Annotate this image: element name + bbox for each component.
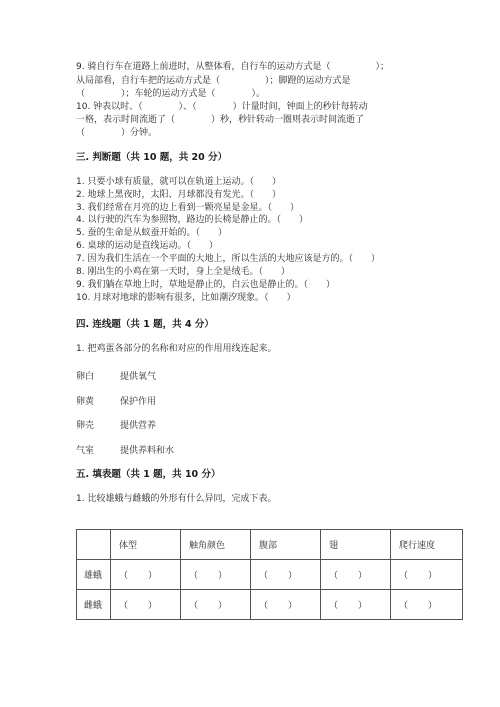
judge-item-6: 6. 桌球的运动是直线运动。（ ） (76, 241, 218, 251)
question-10-line-1: 10. 钟表以时、（ ）、（ ）计量时间，钟面上的秒针每转动 (76, 102, 368, 112)
table-header-wings: 翅 (321, 530, 391, 560)
table-header-row (77, 530, 463, 560)
answer-cell[interactable]: （ ） (251, 590, 321, 620)
judge-item-9: 9. 我们躺在草地上时，草地是静止的，白云也是静止的。（ ） (76, 280, 335, 290)
table-row (77, 560, 463, 590)
table-header-antenna-color: 触角颜色 (181, 530, 251, 560)
judge-item-2: 2. 地球上黑夜时，太阳、月球都没有发光。（ ） (76, 190, 281, 200)
answer-cell[interactable]: （ ） (111, 560, 181, 590)
row-label-male-moth: 雄蛾 (77, 560, 111, 590)
comparison-table (76, 529, 463, 620)
answer-cell[interactable]: （ ） (251, 560, 321, 590)
section-5-title: 五. 填表题（共 1 题，共 10 分） (76, 469, 221, 480)
question-10-line-2: 一格，表示时间流逝了（ ）秒，秒针转动一圈则表示时间流逝了 (76, 115, 365, 125)
judge-item-5: 5. 蚕的生命是从蚁蚕开始的。（ ） (76, 228, 227, 238)
table-header-abdomen: 腹部 (251, 530, 321, 560)
question-9-line-1: 9. 骑自行车在道路上前进时，从整体看，自行车的运动方式是（ ）； (76, 62, 389, 72)
section-4-prompt: 1. 把鸡蛋各部分的名称和对应的作用用线连起来。 (76, 344, 277, 354)
table-row (77, 590, 463, 620)
match-right-2: 保护作用 (120, 397, 157, 407)
match-left-2: 卵黄 (76, 397, 95, 407)
table-header-crawl-speed: 爬行速度 (391, 530, 463, 560)
judge-item-3: 3. 我们经常在月亮的边上看到一颗亮星是金星。（ ） (76, 203, 299, 213)
match-right-4: 提供养料和水 (120, 446, 175, 456)
answer-cell[interactable]: （ ） (321, 590, 391, 620)
section-3-title: 三. 判断题（共 10 题，共 20 分） (76, 152, 228, 163)
match-right-3: 提供营养 (120, 421, 157, 431)
table-header-body-type: 体型 (111, 530, 181, 560)
question-10-line-3: （ ）分钟。 (76, 128, 158, 138)
match-left-1: 卵白 (76, 372, 95, 382)
judge-item-4: 4. 以行驶的汽车为参照物，路边的长椅是静止的。（ ） (76, 215, 308, 225)
question-9-line-3: （ ）；车轮的运动方式是（ ）。 (76, 89, 266, 99)
judge-item-8: 8. 刚出生的小鸡在第一天时，身上全是绒毛。（ ） (76, 267, 290, 277)
answer-cell[interactable]: （ ） (181, 590, 251, 620)
section-4-title: 四. 连线题（共 1 题，共 4 分） (76, 319, 214, 330)
row-label-female-moth: 雌蛾 (77, 590, 111, 620)
answer-cell[interactable]: （ ） (391, 560, 463, 590)
judge-item-7: 7. 因为我们生活在一个平面的大地上，所以生活的大地应该是方的。（ ） (76, 254, 380, 264)
table-header-corner (77, 530, 111, 560)
question-9-line-2: 从局部看，自行车把的运动方式是（ ）；脚蹬的运动方式是 (76, 76, 351, 86)
answer-cell[interactable]: （ ） (321, 560, 391, 590)
match-left-4: 气室 (76, 446, 95, 456)
answer-cell[interactable]: （ ） (391, 590, 463, 620)
answer-cell[interactable]: （ ） (111, 590, 181, 620)
judge-item-10: 10. 月球对地球的影响有很多，比如潮汐现象。（ ） (76, 293, 296, 303)
match-right-1: 提供氧气 (120, 372, 157, 382)
answer-cell[interactable]: （ ） (181, 560, 251, 590)
judge-item-1: 1. 只要小球有质量，就可以在轨道上运动。（ ） (76, 177, 281, 187)
section-5-prompt: 1. 比较雄蛾与雌蛾的外形有什么异同，完成下表。 (76, 494, 277, 504)
match-left-3: 卵壳 (76, 421, 95, 431)
